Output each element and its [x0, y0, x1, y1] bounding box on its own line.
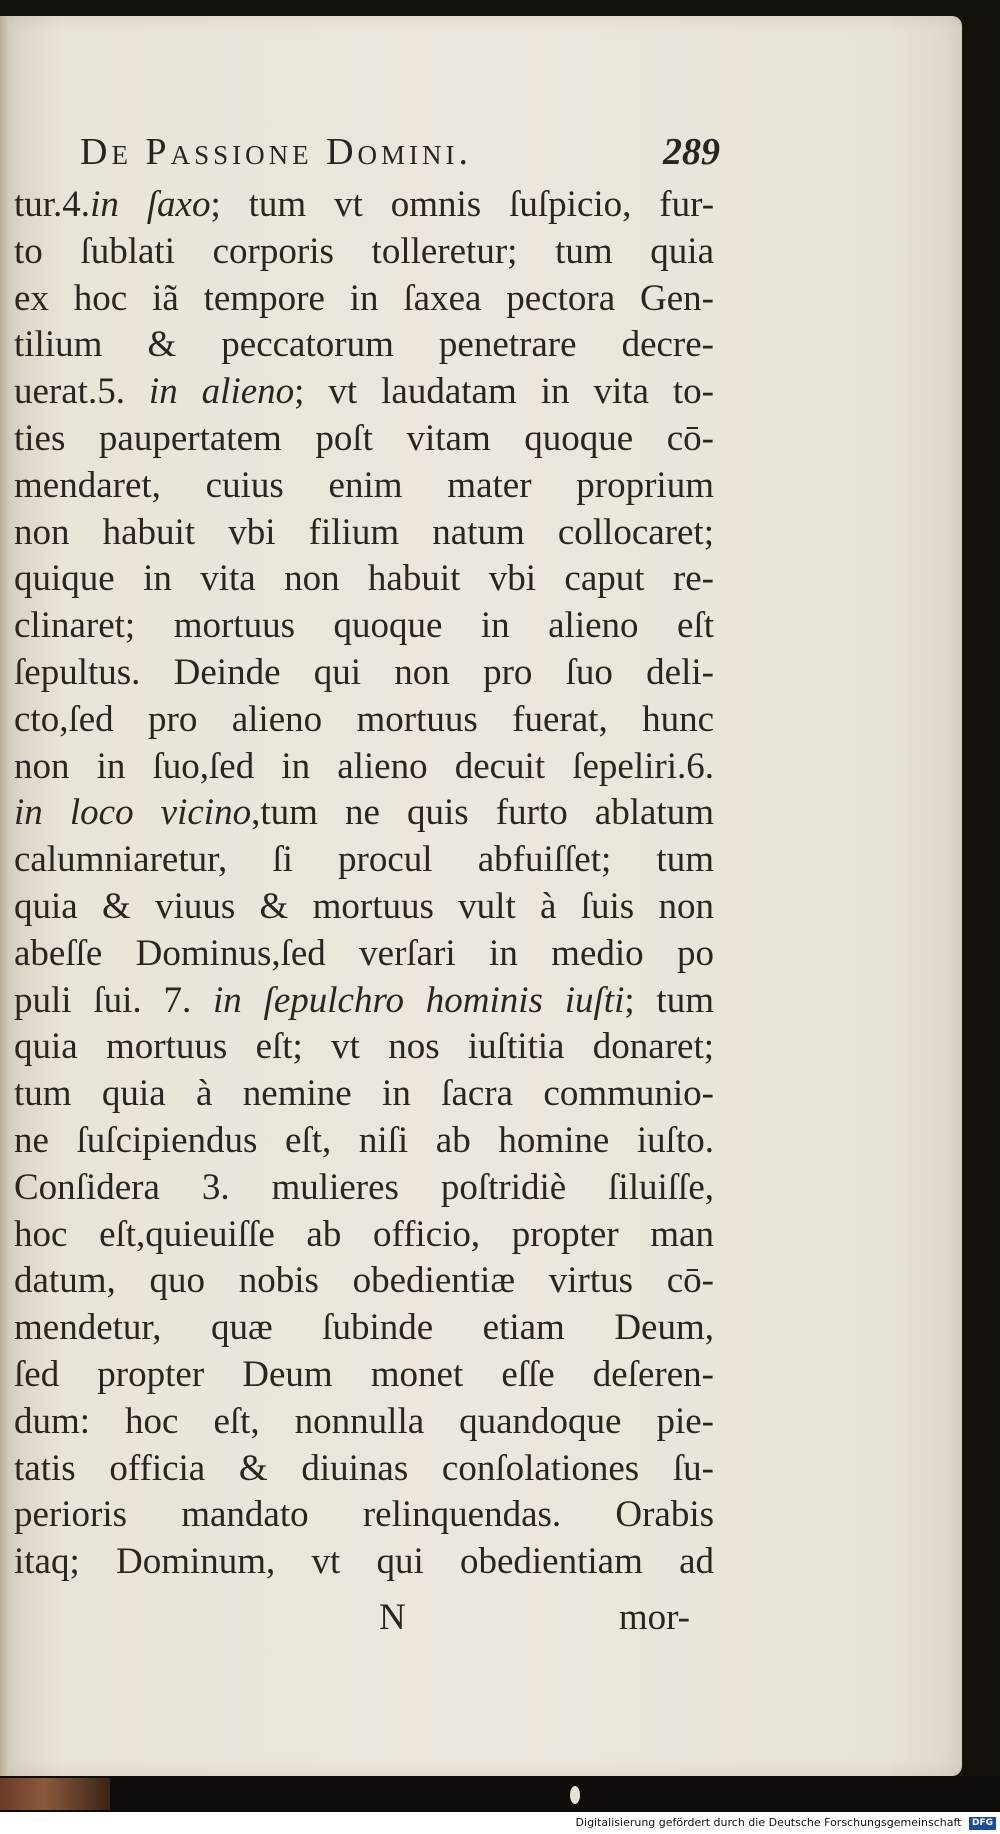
- text-line: [14, 1165, 714, 1212]
- text-segment: to ſublati corporis tolleretur; tum quia: [14, 230, 714, 272]
- digitization-credit: [0, 1813, 996, 1833]
- italic-phrase: in ſepulchro hominis iuſti: [212, 979, 625, 1021]
- text-line: [14, 1399, 714, 1446]
- text-segment: tum quia à nemine in ſacra communio-: [14, 1073, 714, 1115]
- text-line: [14, 603, 714, 650]
- text-line: [14, 884, 714, 931]
- page-gutter: [0, 16, 10, 1776]
- text-line: [14, 1539, 714, 1586]
- text-line: [14, 744, 714, 791]
- text-line: [14, 1118, 714, 1165]
- text-segment: tilium & peccatorum penetrare decre-: [14, 324, 714, 366]
- text-segment: ,tum ne quis furto ablatum: [251, 792, 714, 834]
- text-segment: ; tum: [624, 979, 714, 1021]
- page-footer: [14, 1596, 690, 1642]
- text-segment: itaq; Dominum, vt qui obedientiam ad: [14, 1541, 714, 1583]
- text-line: [14, 322, 714, 369]
- text-segment: quique in vita non habuit vbi caput re-: [14, 558, 714, 600]
- text-line: [14, 1071, 714, 1118]
- text-line: [14, 978, 714, 1025]
- text-line: [14, 1492, 714, 1539]
- text-line: [14, 510, 714, 557]
- text-segment: calumniaretur, ſi procul abfuiſſet; tum: [14, 839, 714, 881]
- text-segment: tur.4.: [14, 184, 91, 225]
- text-segment: ; tum vt omnis ſuſpicio, fur-: [210, 184, 715, 225]
- text-segment: ex hoc iã tempore in ſaxea pectora Gen-: [14, 277, 714, 319]
- text-line: [14, 463, 714, 510]
- text-line: [14, 1212, 714, 1259]
- text-line: [14, 697, 714, 744]
- text-line: [14, 229, 714, 276]
- text-segment: perioris mandato relinquendas. Orabis: [14, 1494, 714, 1536]
- text-line: [14, 790, 714, 837]
- page-number: 289: [663, 131, 720, 173]
- italic-phrase: in loco vicino: [14, 792, 252, 834]
- text-segment: mendaret, cuius enim mater proprium: [14, 464, 714, 506]
- credit-text: Digitalisierung gefördert durch die Deutsche Forschungsgemeinschaft: [575, 1816, 962, 1829]
- text-segment: hoc eſt,quieuiſſe ab officio, propter man: [14, 1213, 714, 1255]
- text-segment: abeſſe Dominus,ſed verſari in medio po: [14, 932, 714, 974]
- text-line: [14, 931, 714, 978]
- text-segment: ; vt laudatam in vita to-: [294, 371, 715, 413]
- text-segment: datum, quo nobis obedientiæ virtus cō-: [14, 1260, 714, 1302]
- running-title: De Passione Domini.: [80, 131, 473, 173]
- italic-phrase: in alieno: [148, 371, 295, 413]
- text-line: [14, 1352, 714, 1399]
- text-line: [14, 837, 714, 884]
- text-line: [14, 650, 714, 697]
- scan-bottom-edge: [0, 1776, 1000, 1812]
- text-segment: clinaret; mortuus quoque in alieno eſt: [14, 605, 714, 647]
- text-segment: non habuit vbi filium natum collocaret;: [14, 511, 714, 553]
- text-line: [14, 182, 714, 229]
- text-line: [14, 1024, 714, 1071]
- text-line: [14, 556, 714, 603]
- text-line: [14, 1446, 714, 1493]
- text-segment: quia mortuus eſt; vt nos iuſtitia donaret;: [14, 1026, 714, 1068]
- signature-mark: N: [379, 1597, 406, 1638]
- text-segment: quia & viuus & mortuus vult à ſuis non: [14, 885, 714, 927]
- text-segment: mendetur, quæ ſubinde etiam Deum,: [14, 1307, 714, 1349]
- binding-ribbon: [0, 1778, 110, 1810]
- text-segment: ne ſuſcipiendus eſt, niſi ab homine iuſto.: [14, 1119, 714, 1161]
- text-segment: ties paupertatem poſt vitam quoque cō-: [14, 417, 714, 459]
- text-segment: ſepultus. Deinde qui non pro ſuo deli-: [14, 651, 714, 693]
- text-segment: ſed propter Deum monet eſſe deſeren-: [14, 1353, 714, 1395]
- text-segment: cto,ſed pro alieno mortuus fuerat, hunc: [14, 698, 714, 740]
- running-header: [80, 130, 720, 178]
- text-segment: puli ſui. 7.: [14, 979, 213, 1021]
- text-segment: Conſidera 3. mulieres poſtridiè ſiluiſſe,: [14, 1166, 714, 1208]
- text-line: [14, 1258, 714, 1305]
- dfg-logo: DFG: [969, 1817, 996, 1830]
- text-line: [14, 276, 714, 323]
- body-text: [14, 182, 714, 1586]
- text-line: [14, 1305, 714, 1352]
- text-line: [14, 416, 714, 463]
- text-segment: uerat.5.: [14, 371, 149, 413]
- paper-spot: [570, 1786, 580, 1804]
- text-segment: non in ſuo,ſed in alieno decuit ſepeliri.6.: [14, 745, 714, 787]
- text-segment: tatis officia & diuinas conſolationes ſu-: [14, 1447, 714, 1489]
- text-segment: dum: hoc eſt, nonnulla quandoque pie-: [14, 1400, 714, 1442]
- text-line: [14, 369, 714, 416]
- catchword: mor-: [618, 1597, 690, 1638]
- italic-phrase: in ſaxo: [90, 184, 211, 225]
